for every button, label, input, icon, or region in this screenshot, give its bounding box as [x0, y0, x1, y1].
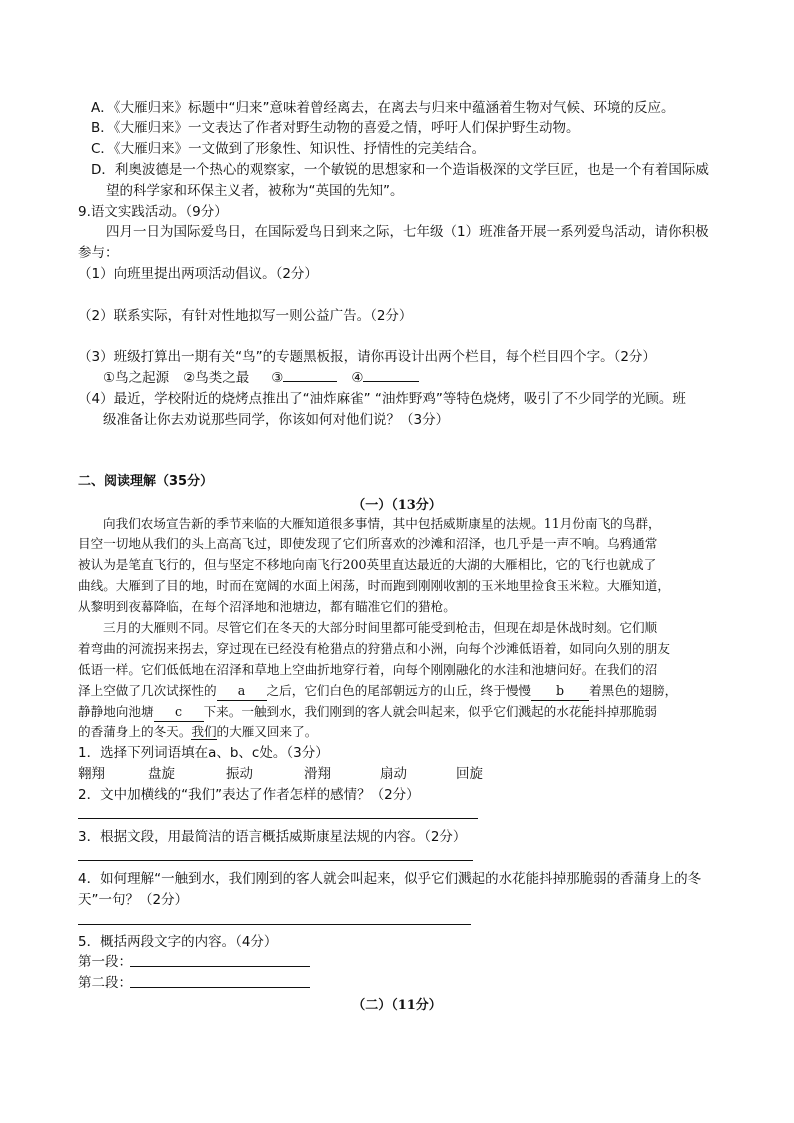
answer-line-2[interactable] [78, 818, 478, 819]
para2-line-2: 着弯曲的河流拐来拐去，穿过现在已经没有枪猎点的狩猎点和小洲，向每个沙滩低语着，如同向久别的朋友 [78, 641, 670, 656]
q9-part2: （2）联系实际，有针对性地拟写一则公益广告。（2分） [78, 308, 413, 324]
question-3: 3．根据文段，用最简洁的语言概括威斯康星法规的内容。（2分） [78, 829, 467, 845]
option-b: B．《大雁归来》一文表达了作者对野生动物的喜爱之情，呼吁人们保护野生动物。 [91, 120, 580, 136]
passage-1-title: （一）（13分） [352, 498, 442, 513]
para1-line-1: 向我们农场宣告新的季节来临的大雁知道很多事情，其中包括威斯康星的法规。11月份南飞的鸟群， [103, 516, 661, 531]
para2-line-1: 三月的大雁则不同。尽管它们在冬天的大部分时间里都可能受到枪击，但现在却是休战时刻。它们顺 [103, 620, 658, 635]
para2-line-5: 静静地向池塘 c 下来。一触到水，我们刚到的客人就会叫起来，似乎它们溅起的水花能抖掉那脆弱 [78, 703, 657, 722]
blank-c[interactable]: c [154, 703, 204, 722]
q9-part4: （4）最近，学校附近的烧烤点推出了“油炸麻雀” “油炸野鸡”等特色烧烤，吸引了不少同学的光顾。班 [78, 391, 686, 407]
q9-intro: 四月一日为国际爱鸟日，在国际爱鸟日到来之际，七年级（1）班准备开展一系列爱鸟活动，请你积极 [106, 224, 709, 240]
underlined-women: 我们 [191, 724, 217, 739]
word-option: 扇动 [380, 766, 407, 782]
q9-part3: （3）班级打算出一期有关“鸟”的专题黑板报，请你再设计出两个栏目，每个栏目四个字。（2分） [78, 349, 656, 365]
word-option: 滑翔 [304, 766, 331, 782]
segment-2-label: 第二段： [78, 975, 132, 991]
section-heading: 二、阅读理解（35分） [78, 474, 214, 489]
question-5: 5．概括两段文字的内容。（4分） [78, 934, 278, 950]
column-2: ②鸟类之最 [183, 370, 250, 386]
question-4-cont: 天”一句？（2分） [78, 892, 189, 908]
para2-line-6: 的香蒲身上的冬天。我们的大雁又回来了。 [78, 724, 318, 739]
segment-1-blank[interactable] [130, 966, 310, 967]
column-4-label: ④ [351, 370, 364, 386]
column-4-blank[interactable] [363, 369, 419, 382]
para1-line-4: 曲线。大雁到了目的地，时而在宽阔的水面上闲荡，时而跑到刚刚收割的玉米地里捡食玉米粒。大雁知道， [78, 578, 670, 593]
answer-line-3[interactable] [78, 860, 473, 861]
segment-2-blank[interactable] [130, 987, 310, 988]
passage-2-title: （二）（11分） [352, 998, 442, 1013]
q9-intro-cont: 参与： [78, 245, 119, 261]
word-option: 回旋 [456, 766, 483, 782]
para1-line-5: 从黎明到夜幕降临，在每个沼泽地和池塘边，都有瞄准它们的猎枪。 [78, 599, 456, 614]
para1-line-3: 被认为是笔直飞行的，但与坚定不移地向南飞行200英里直达最近的大湖的大雁相比，它的飞行也就成了 [78, 557, 657, 572]
q9-part4-cont: 级准备让你去劝说那些同学，你该如何对他们说？（3分） [103, 412, 450, 428]
q9-columns [103, 369, 419, 387]
question-2: 2．文中加横线的“我们”表达了作者怎样的感情？（2分） [78, 787, 420, 803]
para2-line-4: 泽上空做了几次试探性的 a 之后，它们白色的尾部朝远方的山丘，终于慢慢 b 着黑色的翅膀， [78, 682, 677, 701]
q9-title: 9.语文实践活动。（9分） [78, 204, 228, 220]
blank-b[interactable]: b [531, 682, 589, 701]
word-option: 翱翔 [78, 766, 105, 782]
word-option: 盘旋 [148, 766, 175, 782]
question-1: 1．选择下列词语填在a、b、c处。（3分） [78, 745, 329, 761]
answer-line-4[interactable] [78, 924, 471, 925]
option-a: A．《大雁归来》标题中“归来”意味着曾经离去，在离去与归来中蕴涵着生物对气候、环境的反应。 [91, 100, 675, 116]
option-c: C．《大雁归来》一文做到了形象性、知识性、抒情性的完美结合。 [91, 141, 486, 157]
option-d-cont: 望的科学家和环保主义者，被称为“英国的先知”。 [106, 183, 404, 199]
blank-a[interactable]: a [217, 682, 267, 701]
q9-part1: （1）向班里提出两项活动倡议。（2分） [78, 266, 318, 282]
para2-line-3: 低语一样。它们低低地在沼泽和草地上空曲折地穿行着，向每个刚刚融化的水洼和池塘问好。在我们的沼 [78, 662, 658, 677]
column-1: ①鸟之起源 [103, 370, 170, 386]
segment-1-label: 第一段： [78, 954, 132, 970]
para1-line-2: 目空一切地从我们的头上高高飞过，即使发现了它们所喜欢的沙滩和沼泽，也几乎是一声不响。乌鸦通常 [78, 536, 658, 551]
word-option: 振动 [226, 766, 253, 782]
column-3-label: ③ [271, 370, 284, 386]
question-4: 4．如何理解“一触到水，我们刚到的客人就会叫起来，似乎它们溅起的水花能抖掉那脆弱的香蒲身上的冬 [78, 871, 702, 887]
option-d: D．利奥波德是一个热心的观察家，一个敏锐的思想家和一个造诣极深的文学巨匠，也是一个有着国际威 [91, 162, 709, 178]
column-3-blank[interactable] [283, 369, 337, 382]
